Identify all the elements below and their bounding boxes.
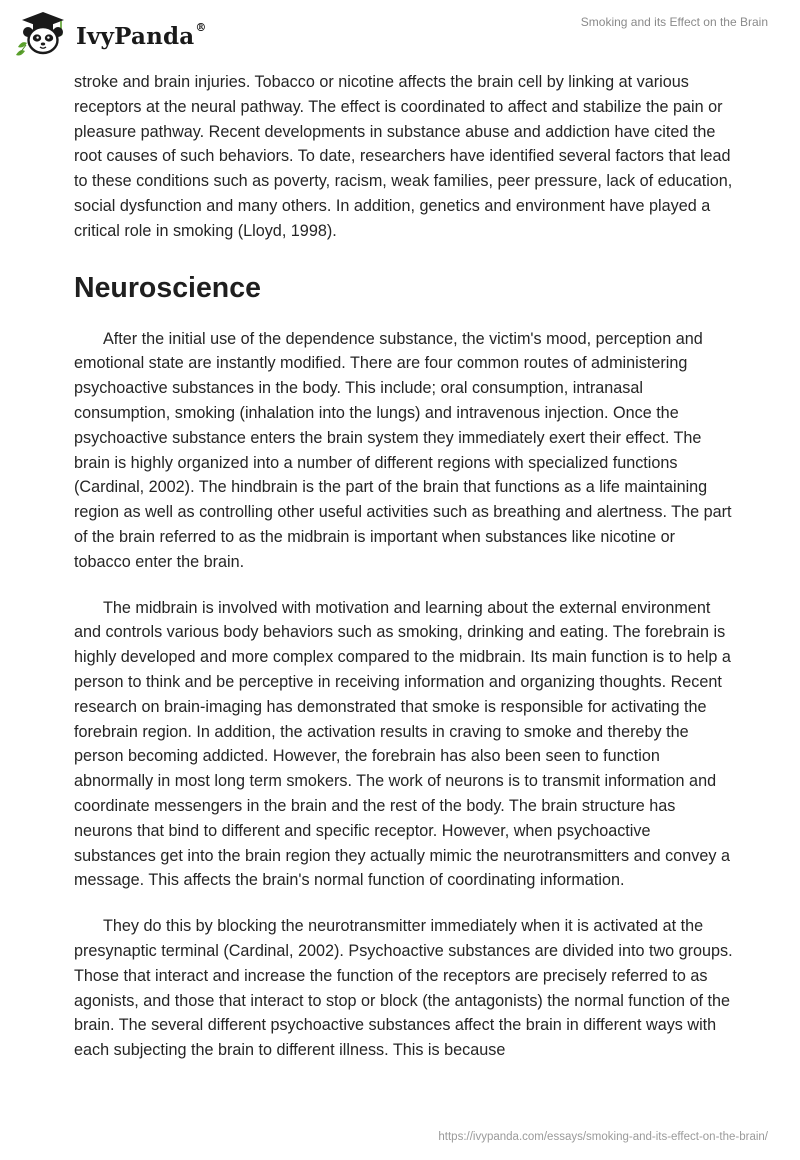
registered-mark: ® [195,20,207,34]
panda-graduate-icon [14,9,72,59]
paragraph-4: They do this by blocking the neurotransmitter immediately when it is activated at the presynaptic terminal (Cardinal, 2002). Psychoactive substances are divided into two groups. Those that interact and increase the function of the receptors are precisely referred to as agonists, and those that interact to stop or block (the antagonists) the normal function of the brain. The several different psychoactive substances affect the brain in different ways with each subjecting the brain to different illness. This is because [74,917,733,1060]
document-title: Smoking and its Effect on the Brain [580,15,768,29]
section-heading-neuroscience: Neuroscience [74,271,261,304]
ivypanda-logo[interactable] [14,9,207,59]
article-body [74,70,734,1063]
paragraph-2: After the initial use of the dependence substance, the victim's mood, perception and emotional state are instantly modified. There are four common routes of administering psychoactive substances in the body. This include; oral consumption, intranasal consumption, smoking (inhalation into the lungs) and intravenous injection. Once the psychoactive substance enters the brain system they immediately exert their effect. The brain is highly organized into a number of different regions with specialized functions (Cardinal, 2002). The hindbrain is the part of the brain that functions as a life maintaining region as well as controlling other useful activities such as breathing and alertness. The part of the brain referred to as the midbrain is important when substances like nicotine or tobacco enter the brain. [74,329,732,571]
paragraph-1: stroke and brain injuries. Tobacco or nicotine affects the brain cell by linking at various receptors at the neural pathway. The effect is coordinated to affect and stabilize the pain or pleasure pathway. Recent developments in substance abuse and addiction have cited the root causes of such behaviors. To date, researchers have identified several factors that lead to these conditions such as poverty, racism, weak families, peer pressure, lack of education, social dysfunction and many others. In addition, genetics and environment have played a critical role in smoking (Lloyd, 1998). [74,73,733,240]
brand-name [76,20,207,50]
brand-name-text: IvyPanda [76,22,195,50]
paragraph-3: The midbrain is involved with motivation and learning about the external environment and controls various body behaviors such as smoking, drinking and eating. The forebrain is highly developed and more complex compared to the midbrain. Its main function is to help a person to think and be perceptive in receiving information and organizing thoughts. Recent research on brain-imaging has demonstrated that smoke is responsible for activating the forebrain region. In addition, the activation results in craving to smoke and thereby the person becoming addicted. However, the forebrain has also been seen to function abnormally in most long term smokers. The work of neurons is to transmit information and coordinate messengers in the brain and the rest of the body. The brain structure has neurons that bind to different and specific receptor. However, when psychoactive substances get into the brain region they actually mimic the neurotransmitters and convey a message. This affects the brain's normal function of coordinating information. [74,598,731,890]
source-url-link[interactable]: https://ivypanda.com/essays/smoking-and-its-effect-on-the-brain/ [438,1131,768,1143]
page-header [0,0,800,70]
